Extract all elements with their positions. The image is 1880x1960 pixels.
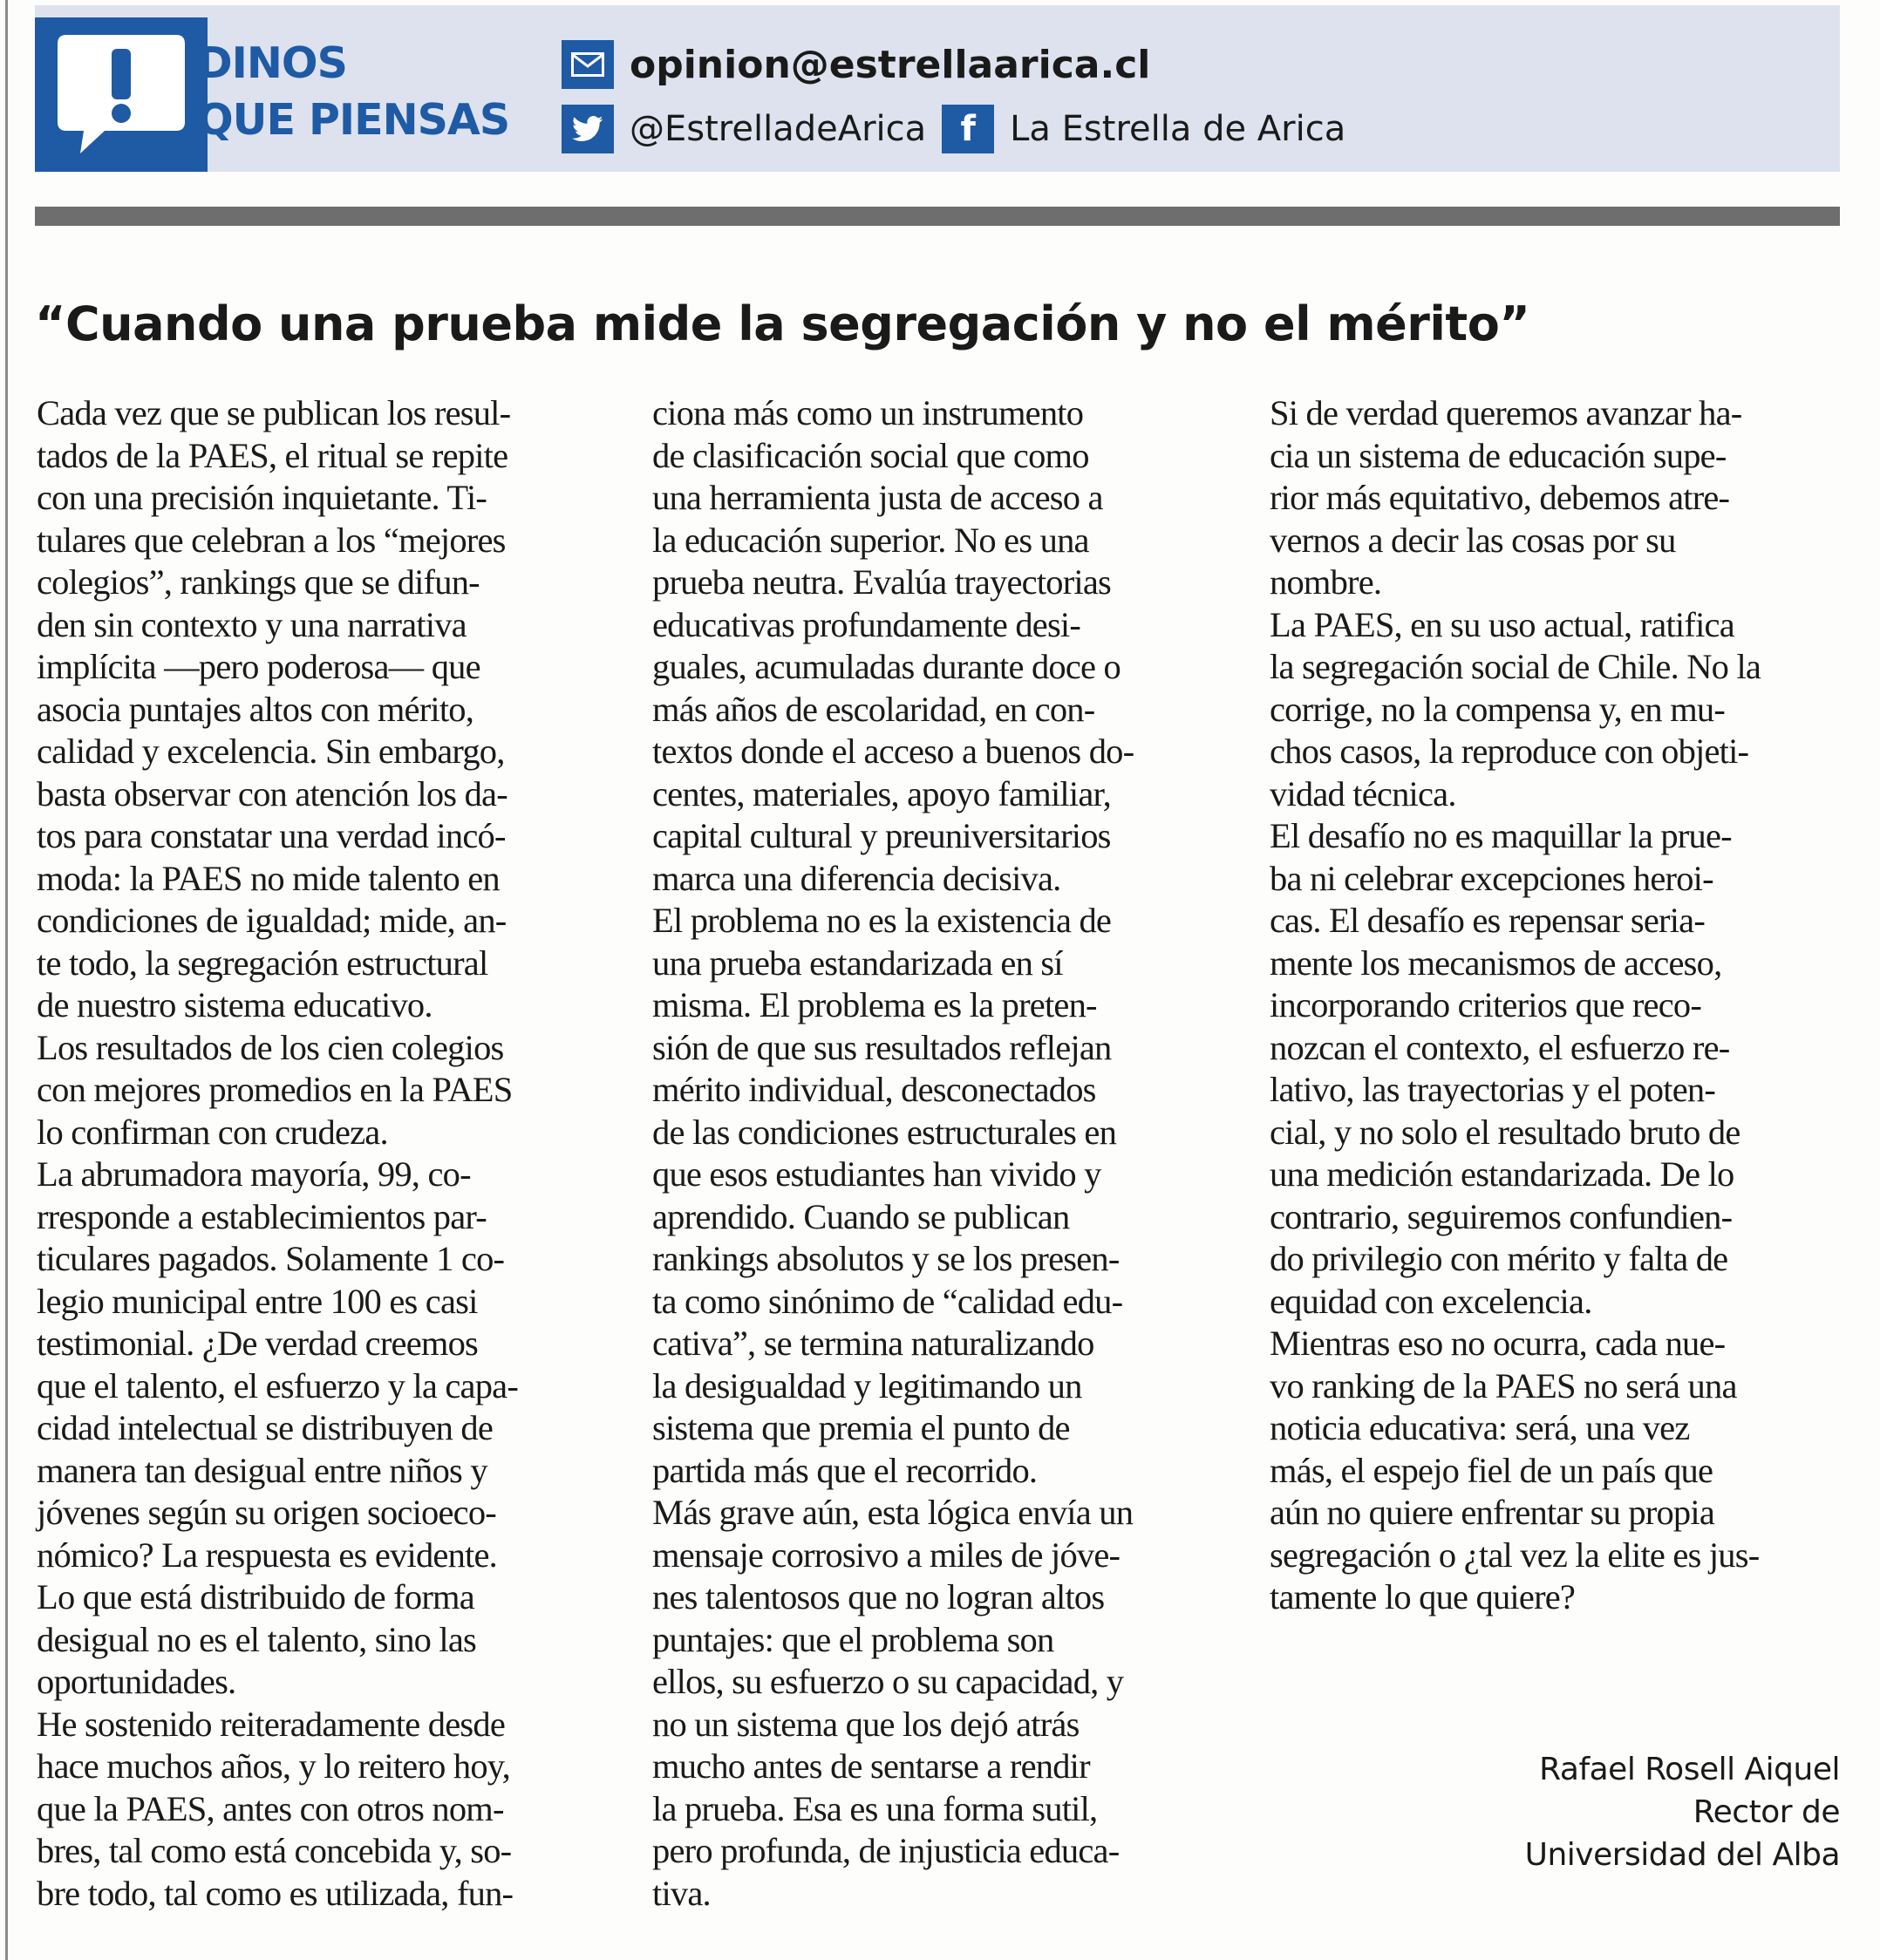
article-line: lo confirman con crudeza. bbox=[37, 1112, 388, 1152]
article-line: tamente lo que quiere? bbox=[1270, 1577, 1576, 1616]
article-line: vo ranking de la PAES no será una bbox=[1270, 1365, 1737, 1405]
facebook-icon: f bbox=[942, 105, 994, 153]
article-line: prueba neutra. Evalúa trayectorias bbox=[652, 562, 1112, 602]
article-line: cas. El desafío es repensar seria- bbox=[1270, 901, 1706, 940]
article-line: la segregación social de Chile. No la bbox=[1270, 647, 1761, 686]
article-line: den sin contexto y una narrativa bbox=[37, 604, 467, 644]
article-line: implícita —pero poderosa— que bbox=[37, 647, 480, 686]
author-role: Rector de bbox=[1693, 1794, 1840, 1830]
twitter-handle[interactable]: @EstrelladeArica bbox=[630, 109, 927, 149]
article-line: cia un sistema de educación supe- bbox=[1270, 435, 1727, 475]
article-line: nómico? La respuesta es evidente. bbox=[37, 1535, 498, 1575]
article-line: puntajes: que el problema son bbox=[652, 1619, 1054, 1659]
article-line: más años de escolaridad, en con- bbox=[652, 689, 1095, 729]
article-line: El problema no es la existencia de bbox=[652, 901, 1112, 940]
article-line: la desigualdad y legitimando un bbox=[652, 1365, 1082, 1405]
article-line: nozcan el contexto, el esfuerzo re- bbox=[1270, 1027, 1730, 1067]
article-line: de clasificación social que como bbox=[652, 435, 1089, 475]
article-column-1 bbox=[37, 392, 630, 1915]
author-institution: Universidad del Alba bbox=[1524, 1837, 1840, 1873]
article-line: ellos, su esfuerzo o su capacidad, y bbox=[652, 1662, 1124, 1701]
twitter-icon bbox=[562, 105, 614, 153]
page-left-rule bbox=[5, 0, 8, 1960]
article-line: ta como sinónimo de “calidad edu- bbox=[652, 1281, 1123, 1321]
article-line: guales, acumuladas durante doce o bbox=[652, 647, 1121, 686]
article-line: calidad y excelencia. Sin embargo, bbox=[37, 732, 505, 771]
section-title-line1: DINOS bbox=[197, 38, 347, 88]
article-line: cativa”, se termina naturalizando bbox=[652, 1324, 1094, 1363]
email-contact[interactable] bbox=[562, 40, 1150, 89]
article-line: rankings absolutos y se los presen- bbox=[652, 1239, 1120, 1278]
article-line: capital cultural y preuniversitarios bbox=[652, 816, 1111, 855]
article-line: El desafío no es maquillar la prue- bbox=[1270, 816, 1732, 855]
article-line: centes, materiales, apoyo familiar, bbox=[652, 773, 1111, 813]
article-line: moda: la PAES no mide talento en bbox=[37, 858, 500, 898]
article-line: Lo que está distribuido de forma bbox=[37, 1577, 474, 1616]
article-line: bres, tal como está concebida y, so- bbox=[37, 1831, 512, 1870]
author-name: Rafael Rosell Aiquel bbox=[1539, 1752, 1840, 1787]
email-address[interactable]: opinion@estrellaarica.cl bbox=[630, 42, 1151, 87]
article-line: rresponde a establecimientos par- bbox=[37, 1196, 487, 1236]
article-line: manera tan desigual entre niños y bbox=[37, 1450, 487, 1490]
article-line: ticulares pagados. Solamente 1 co- bbox=[37, 1239, 505, 1278]
article-line: equidad con excelencia. bbox=[1270, 1281, 1592, 1321]
article-line: tiva. bbox=[652, 1873, 711, 1913]
article-line: hace muchos años, y lo reitero hoy, bbox=[37, 1746, 510, 1786]
article-line: corrige, no la compensa y, en mu- bbox=[1270, 689, 1726, 729]
article-line: Si de verdad queremos avanzar ha- bbox=[1270, 393, 1742, 432]
article-line: aprendido. Cuando se publican bbox=[652, 1196, 1070, 1236]
article-line: marca una diferencia decisiva. bbox=[652, 858, 1061, 898]
article-line: aún no quiere enfrentar su propia bbox=[1270, 1493, 1715, 1532]
article-column-3 bbox=[1270, 392, 1863, 1619]
article-line: mucho antes de sentarse a rendir bbox=[652, 1746, 1090, 1786]
article-line: condiciones de igualdad; mide, an- bbox=[37, 901, 507, 940]
article-line: La abrumadora mayoría, 99, co- bbox=[37, 1154, 471, 1194]
article-line: que la PAES, antes con otros nom- bbox=[37, 1788, 504, 1828]
section-divider bbox=[35, 207, 1840, 226]
article-line: legio municipal entre 100 es casi bbox=[37, 1281, 478, 1321]
social-contacts bbox=[562, 105, 1345, 153]
article-line: mente los mecanismos de acceso, bbox=[1270, 943, 1722, 983]
article-line: La PAES, en su uso actual, ratifica bbox=[1270, 604, 1734, 644]
article-line: segregación o ¿tal vez la elite es jus- bbox=[1270, 1535, 1760, 1575]
article-line: Más grave aún, esta lógica envía un bbox=[652, 1493, 1134, 1532]
article-line: misma. El problema es la preten- bbox=[652, 985, 1097, 1024]
article-line: Mientras eso no ocurra, cada nue- bbox=[1270, 1324, 1726, 1363]
article-column-2 bbox=[652, 392, 1245, 1915]
article-line: mérito individual, desconectados bbox=[652, 1070, 1096, 1109]
article-line: do privilegio con mérito y falta de bbox=[1270, 1239, 1728, 1278]
article-line: lativo, las trayectorias y el poten- bbox=[1270, 1070, 1716, 1109]
facebook-page[interactable]: La Estrella de Arica bbox=[1010, 109, 1346, 149]
article-line: no un sistema que los dejó atrás bbox=[652, 1704, 1080, 1744]
article-line: más, el espejo fiel de un país que bbox=[1270, 1450, 1713, 1490]
envelope-icon bbox=[562, 40, 614, 89]
article-line: pero profunda, de injusticia educa- bbox=[652, 1831, 1120, 1870]
article-line: vidad técnica. bbox=[1270, 773, 1456, 813]
article-line: que el talento, el esfuerzo y la capa- bbox=[37, 1365, 519, 1405]
article-line: noticia educativa: será, una vez bbox=[1270, 1408, 1690, 1447]
article-line: te todo, la segregación estructural bbox=[37, 943, 488, 983]
article-line: tos para constatar una verdad incó- bbox=[37, 816, 506, 855]
article-line: tulares que celebran a los “mejores bbox=[37, 520, 506, 560]
author-signature bbox=[1525, 1748, 1840, 1876]
article-line: bre todo, tal como es utilizada, fun- bbox=[37, 1873, 514, 1913]
article-line: tados de la PAES, el ritual se repite bbox=[37, 435, 508, 475]
article-line: cial, y no solo el resultado bruto de bbox=[1270, 1112, 1740, 1152]
article-line: partida más que el recorrido. bbox=[652, 1450, 1038, 1490]
article-line: He sostenido reiteradamente desde bbox=[37, 1704, 506, 1744]
article-line: vernos a decir las cosas por su bbox=[1270, 520, 1676, 560]
article-line: ciona más como un instrumento bbox=[652, 393, 1084, 432]
section-badge bbox=[35, 17, 208, 172]
article-line: Cada vez que se publican los resul- bbox=[37, 393, 511, 432]
article-line: una herramienta justa de acceso a bbox=[652, 478, 1103, 517]
article-line: una medición estandarizada. De lo bbox=[1270, 1154, 1734, 1194]
article-line: la educación superior. No es una bbox=[652, 520, 1089, 560]
article-line: textos donde el acceso a buenos do- bbox=[652, 732, 1134, 771]
article-line: jóvenes según su origen socioeco- bbox=[37, 1493, 496, 1532]
article-line: basta observar con atención los da- bbox=[37, 773, 507, 813]
article-line: de nuestro sistema educativo. bbox=[37, 985, 433, 1024]
article-line: incorporando criterios que reco- bbox=[1270, 985, 1702, 1024]
article-line: sistema que premia el punto de bbox=[652, 1408, 1070, 1447]
article-headline: “Cuando una prueba mide la segregación y no el mérito” bbox=[35, 296, 1530, 351]
exclamation-speech-bubble-icon bbox=[54, 31, 188, 159]
article-line: la prueba. Esa es una forma sutil, bbox=[652, 1788, 1098, 1828]
article-line: oportunidades. bbox=[37, 1662, 236, 1701]
article-line: ba ni celebrar excepciones heroi- bbox=[1270, 858, 1713, 898]
article-line: rior más equitativo, debemos atre- bbox=[1270, 478, 1730, 517]
article-line: una prueba estandarizada en sí bbox=[652, 943, 1063, 983]
article-line: cidad intelectual se distribuyen de bbox=[37, 1408, 494, 1447]
article-line: educativas profundamente desi- bbox=[652, 604, 1081, 644]
article-line: desigual no es el talento, sino las bbox=[37, 1619, 477, 1659]
article-line: contrario, seguiremos confundien- bbox=[1270, 1196, 1733, 1236]
article-line: de las condiciones estructurales en bbox=[652, 1112, 1117, 1152]
article-line: sión de que sus resultados reflejan bbox=[652, 1027, 1112, 1067]
opinion-header bbox=[35, 5, 1840, 172]
article-line: testimonial. ¿De verdad creemos bbox=[37, 1324, 478, 1363]
article-line: colegios”, rankings que se difun- bbox=[37, 562, 480, 602]
article-line: mensaje corrosivo a miles de jóve- bbox=[652, 1535, 1121, 1575]
article-line: asocia puntajes altos con mérito, bbox=[37, 689, 474, 729]
article-line: chos casos, la reproduce con objeti- bbox=[1270, 732, 1749, 771]
article-line: que esos estudiantes han vivido y bbox=[652, 1154, 1101, 1194]
article-line: con mejores promedios en la PAES bbox=[37, 1070, 513, 1109]
section-title-line2: QUE PIENSAS bbox=[197, 95, 510, 145]
section-title bbox=[197, 35, 509, 148]
article-line: Los resultados de los cien colegios bbox=[37, 1027, 504, 1067]
article-line: nes talentosos que no logran altos bbox=[652, 1577, 1105, 1616]
article-line: con una precisión inquietante. Ti- bbox=[37, 478, 487, 517]
article-line: nombre. bbox=[1270, 562, 1382, 602]
